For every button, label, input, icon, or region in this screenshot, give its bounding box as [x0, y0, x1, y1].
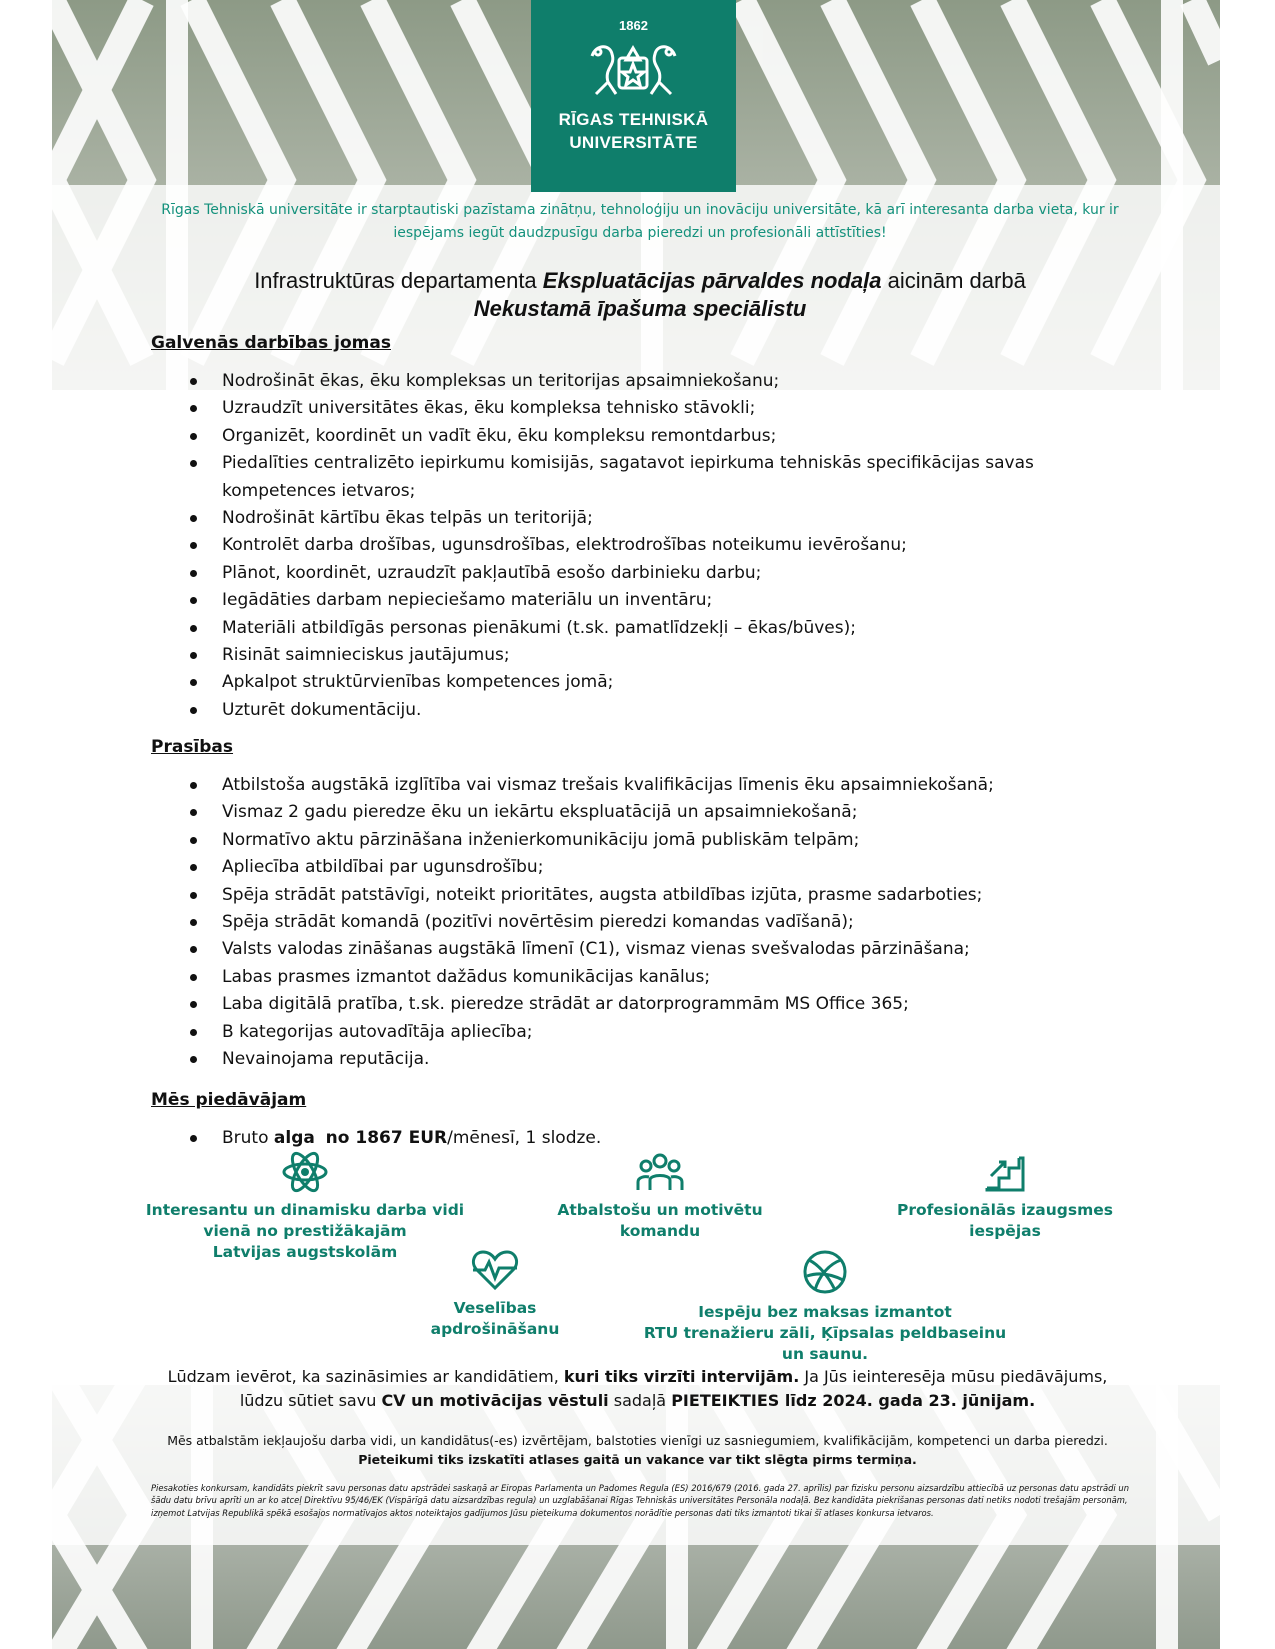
requirements-heading: Prasības: [151, 737, 234, 757]
benefit-5-line1: Iespēju bez maksas izmantot: [698, 1303, 952, 1321]
duty-item: Nodrošināt kārtību ēkas telpās un teritorijā;: [222, 505, 1102, 532]
duty-item: Materiāli atbildīgās personas pienākumi (t.sk. pamatlīdzekļi – ēkas/būves);: [222, 615, 1102, 642]
benefit-sports-facilities: [640, 1248, 1010, 1365]
contact-b2: CV un motivācijas vēstuli: [381, 1391, 609, 1410]
requirement-item: Laba digitālā pratība, t.sk. pieredze strādāt ar datorprogrammām MS Office 365;: [222, 991, 1102, 1018]
duty-item: Iegādāties darbam nepieciešamo materiālu un inventāru;: [222, 587, 1102, 614]
duty-item: Organizēt, koordinēt un vadīt ēku, ēku kompleksu remontdarbus;: [222, 423, 1102, 450]
benefit-work-environment: [140, 1150, 470, 1263]
requirement-item: Labas prasmes izmantot dažādus komunikācijas kanālus;: [222, 964, 1102, 991]
duty-item: Piedalīties centralizēto iepirkumu komisijās, sagatavot iepirkuma tehniskās specifikācijas savas kompetences ietvaros;: [222, 450, 1102, 505]
duty-item: Nodrošināt ēkas, ēku kompleksas un teritorijas apsaimniekošanu;: [222, 368, 1102, 395]
inclusion-text: Mēs atbalstām iekļaujošu darba vidi, un kandidātus(-es) izvērtējam, balstoties vienīgi uz sasniegumiem, kvalifikācijām, kompetenci un darba pieredzi.: [167, 1433, 1108, 1448]
offer-list: [222, 1125, 1102, 1152]
intro-text: Rīgas Tehniskā universitāte ir starptautiski pazīstama zinātņu, tehnoloģiju un inovāciju universitāte, kā arī interesanta darba vieta, kur ir iespējams iegūt daudzpusīgu darba pieredzi un profesionāli attīstīties!: [161, 202, 1119, 241]
privacy-fine-print: Piesakoties konkursam, kandidāts piekrīt savu personas datu apstrādei saskaņā ar Eiropas Parlamenta un Padomes Regula (ES) 2016/679 (2016. gada 27. aprīlis) par fizisku personu aizsardzību attiecībā uz personas datu apstrādi un šādu datu brīvu aprīti un ar ko atceļ Direktīvu 95/46/EK (Vispārīgā datu aizsardzības regula) un uzglabāšanai Rīgas Tehniskās universitātes Personāla nodaļā. Bez kandidāta piekrišanas personas dati netiks nodoti trešajām personām, izņemot Latvijas Republikā spēkā esošajos normatīvajos aktos noteiktajos gadījumos Jūsu pieteikuma dokumentos norādītie personas dati tiks izmantoti tikai šī atlases konkursa ietvaros.: [151, 1483, 1130, 1518]
benefit-4-line1: Veselības: [453, 1299, 537, 1317]
salary-suffix: /mēnesī, 1 slodze.: [447, 1128, 602, 1148]
requirements-list: [222, 772, 1102, 1073]
salary-label: alga: [273, 1128, 315, 1148]
benefit-3-line1: Profesionālās izaugsmes: [896, 1201, 1114, 1219]
benefit-3-line2: iespējas: [969, 1222, 1041, 1240]
duty-item: Risināt saimnieciskus jautājumus;: [222, 642, 1102, 669]
duties-heading: Galvenās darbības jomas: [151, 333, 391, 353]
benefit-4-line2: apdrošināšanu: [430, 1320, 560, 1338]
requirement-item: Atbilstoša augstākā izglītība vai vismaz trešais kvalifikācijas līmenis ēku apsaimniekošanā;: [222, 772, 1102, 799]
duties-list: [222, 368, 1102, 724]
benefit-1-line1: Interesantu un dinamisku darba vidi: [145, 1201, 465, 1219]
rtu-logo: [531, 0, 736, 192]
benefit-health-insurance: [400, 1248, 590, 1340]
ball-icon: [801, 1248, 849, 1296]
salary-amount: no 1867 EUR: [325, 1128, 448, 1148]
closing-text: Pieteikumi tiks izskatīti atlases gaitā un vakance var tikt slēgta pirms termiņa.: [358, 1452, 917, 1467]
team-icon: [635, 1150, 685, 1194]
requirement-item: Nevainojama reputācija.: [222, 1046, 1102, 1073]
benefit-5-line2: RTU trenažieru zāli, Ķīpsalas peldbaseinu: [643, 1324, 1007, 1342]
lions-crest-icon: [586, 38, 681, 102]
contact-p2: Ja Jūs ieinteresēja mūsu piedāvājums, lūdzu sūtiet savu: [239, 1367, 1108, 1410]
salary-gap: [315, 1128, 326, 1148]
salary-prefix: Bruto: [222, 1128, 274, 1148]
headline-part2: aicinām darbā: [881, 268, 1026, 293]
offer-heading: Mēs piedāvājam: [151, 1090, 307, 1110]
duty-item: Apkalpot struktūrvienības kompetences jomā;: [222, 669, 1102, 696]
atom-icon: [281, 1150, 329, 1194]
benefit-2-line1: Atbalstošu un motivētu: [557, 1201, 763, 1219]
benefit-team: [540, 1150, 780, 1242]
requirement-item: Normatīvo aktu pārzināšana inženierkomunikāciju jomā publiskām telpām;: [222, 827, 1102, 854]
logo-name-line2: UNIVERSITĀTE: [569, 133, 698, 152]
contact-p1: Lūdzam ievērot, ka sazināsimies ar kandidātiem,: [167, 1367, 564, 1386]
benefit-1-line3: Latvijas augstskolām: [212, 1243, 398, 1261]
contact-note: [150, 1365, 1125, 1413]
heart-pulse-icon: [469, 1248, 521, 1292]
requirement-item: Valsts valodas zināšanas augstākā līmenī (C1), vismaz vienas svešvalodas pārzināšana;: [222, 936, 1102, 963]
headline-department: Ekspluatācijas pārvaldes nodaļa: [542, 268, 882, 293]
headline-part1: Infrastruktūras departamenta: [254, 268, 543, 293]
headline-position: Nekustamā īpašuma speciālistu: [473, 296, 807, 321]
duty-item: Uzraudzīt universitātes ēkas, ēku kompleksa tehnisko stāvokli;: [222, 395, 1102, 422]
requirement-item: Spēja strādāt komandā (pozitīvi novērtēsim pieredzi komandas vadīšanā);: [222, 909, 1102, 936]
benefit-2-line2: komandu: [619, 1222, 701, 1240]
duty-item: Kontrolēt darba drošības, ugunsdrošības, elektrodrošības noteikumu ievērošanu;: [222, 532, 1102, 559]
benefit-growth: [880, 1150, 1130, 1242]
duty-item: Uzturēt dokumentāciju.: [222, 697, 1102, 724]
salary-item: [222, 1125, 1102, 1152]
contact-b1: kuri tiks virzīti intervijām.: [563, 1367, 800, 1386]
requirement-item: Spēja strādāt patstāvīgi, noteikt prioritātes, augsta atbildības izjūta, prasme sadarboties;: [222, 882, 1102, 909]
requirement-item: Apliecība atbildībai par ugunsdrošību;: [222, 854, 1102, 881]
benefit-1-line2: vienā no prestižākajām: [203, 1222, 407, 1240]
inclusion-note: [150, 1431, 1125, 1469]
requirement-item: B kategorijas autovadītāja apliecība;: [222, 1019, 1102, 1046]
duty-item: Plānot, koordinēt, uzraudzīt pakļautībā esošo darbinieku darbu;: [222, 560, 1102, 587]
requirement-item: Vismaz 2 gadu pieredze ēku un iekārtu ekspluatācijā un apsaimniekošanā;: [222, 799, 1102, 826]
contact-p3: sadaļā: [608, 1391, 672, 1410]
logo-name-line1: RĪGAS TEHNISKĀ: [558, 110, 709, 129]
job-headline: [150, 267, 1130, 323]
benefit-5-line3: un saunu.: [781, 1345, 869, 1363]
stairs-icon: [981, 1150, 1029, 1194]
logo-year: 1862: [619, 18, 648, 33]
contact-b3: PIETEIKTIES līdz 2024. gada 23. jūnijam.: [671, 1391, 1036, 1410]
